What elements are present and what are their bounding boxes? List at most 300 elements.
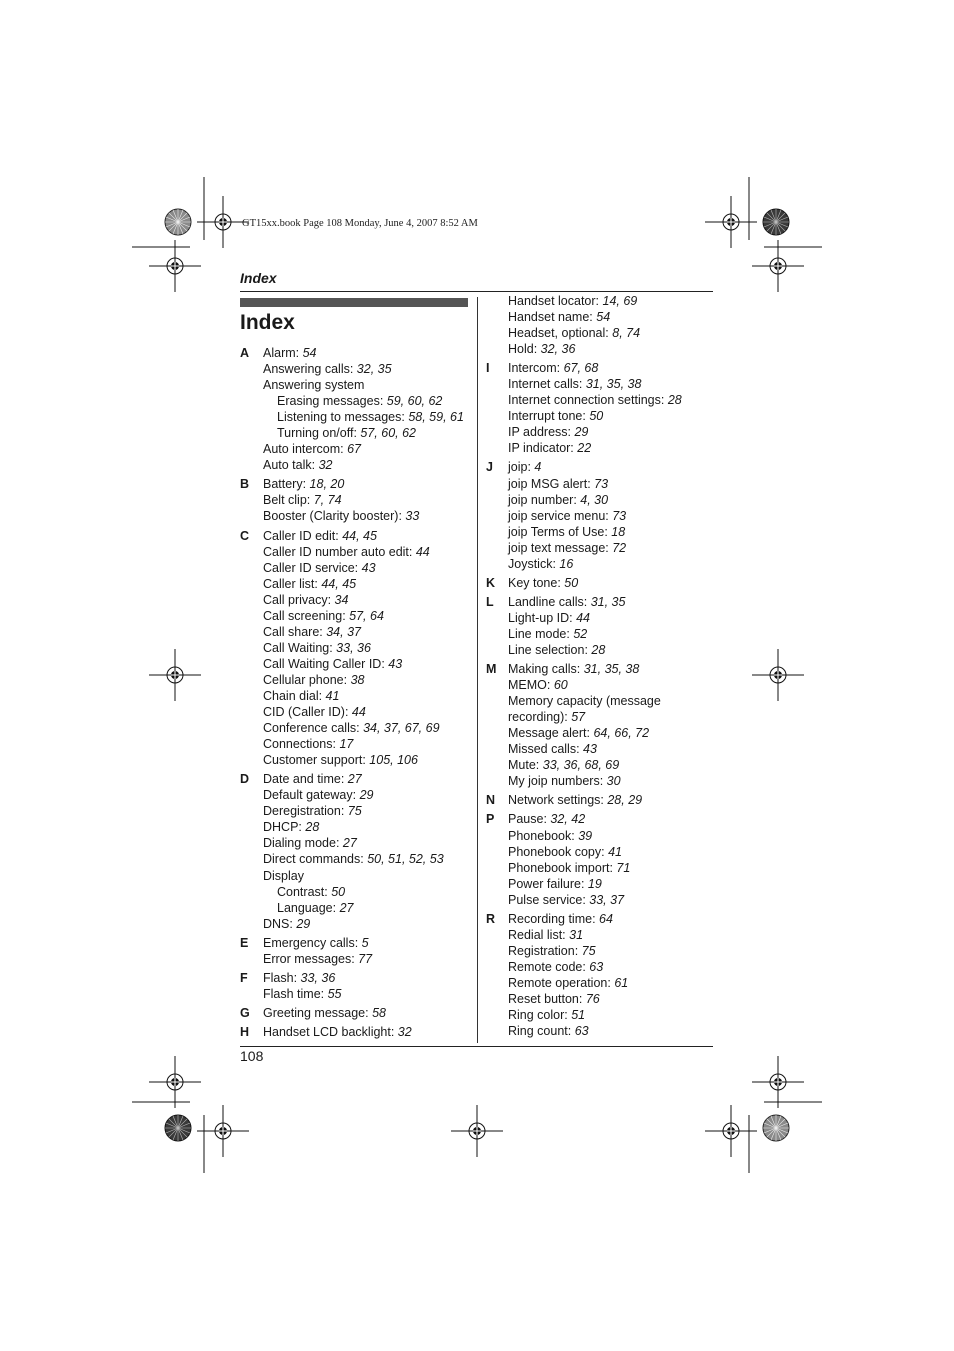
index-page-refs: 29 [359, 788, 374, 803]
index-term: Listening to messages: [277, 410, 409, 425]
index-term: Key tone: [508, 575, 565, 590]
index-page-refs: 33 [405, 509, 420, 524]
index-letter: A [240, 346, 250, 360]
index-page-refs: 33, 37 [589, 892, 625, 907]
index-entry [240, 771, 475, 787]
index-term: Phonebook: [508, 828, 579, 843]
index-entry [486, 594, 714, 610]
index-term: recording): [508, 710, 572, 725]
column-separator [477, 297, 478, 1043]
index-entry [240, 835, 475, 851]
index-page-refs: 75 [581, 943, 596, 958]
index-entry [240, 457, 475, 473]
index-term: Flash time: [263, 986, 328, 1001]
index-page-refs: 39 [578, 828, 593, 843]
footer-rule [240, 1046, 713, 1047]
index-term: MEMO: [508, 678, 554, 693]
page-title: Index [240, 311, 295, 334]
index-letter: H [240, 1024, 250, 1039]
index-entry [240, 787, 475, 803]
index-term: joip number: [508, 492, 581, 507]
index-page-refs: 54 [596, 310, 611, 325]
index-letter: N [486, 793, 496, 808]
index-entry [486, 975, 714, 991]
index-column-right [486, 293, 714, 1042]
index-entry [240, 752, 475, 768]
index-entry [240, 656, 475, 672]
index-page-refs: 55 [327, 986, 342, 1001]
index-term: Registration: [508, 943, 582, 958]
index-page-refs: 29 [574, 425, 589, 440]
index-page-refs: 33, 36, 68, 69 [542, 758, 620, 773]
index-term: Booster (Clarity booster): [263, 509, 406, 524]
index-term: Remote code: [508, 959, 590, 974]
index-letter: K [486, 575, 496, 590]
page-number: 108 [240, 1048, 264, 1064]
index-term: Caller list: [263, 576, 322, 591]
index-page-refs: 31, 35, 38 [583, 662, 640, 677]
index-page-refs: 33, 36 [336, 640, 371, 655]
index-term: joip text message: [508, 540, 613, 555]
index-entry [486, 610, 714, 626]
index-term: Remote operation: [508, 975, 615, 990]
index-term: joip Terms of Use: [508, 524, 612, 539]
index-letter: E [240, 935, 249, 950]
index-entry [486, 293, 714, 309]
index-page-refs: 44 [576, 610, 590, 625]
index-term: Intercom: [508, 361, 564, 376]
index-entry [486, 508, 714, 524]
index-entry [240, 986, 475, 1002]
index-entry [486, 524, 714, 540]
index-term: Line mode: [508, 626, 574, 641]
index-page-refs: 57, 60, 62 [360, 426, 416, 441]
index-entry [240, 441, 475, 457]
index-entry [240, 393, 475, 409]
index-page-refs: 44, 45 [342, 528, 377, 543]
index-entry [486, 927, 714, 943]
index-term: Conference calls: [263, 721, 364, 736]
index-entry [240, 951, 475, 967]
index-term: Internet connection settings: [508, 393, 668, 408]
index-entry [486, 360, 714, 376]
index-page-refs: 27 [347, 772, 362, 787]
index-page-refs: 22 [577, 441, 592, 456]
index-page-refs: 57, 64 [349, 608, 384, 623]
index-term: Call privacy: [263, 592, 335, 607]
index-letter: I [486, 361, 490, 376]
index-page-refs: 73 [594, 476, 609, 491]
index-entry [486, 376, 714, 392]
index-page-refs: 54 [302, 346, 317, 360]
index-page-refs: 63 [589, 959, 604, 974]
index-page-refs: 43 [583, 742, 597, 757]
index-group-f [240, 970, 475, 1002]
index-page-refs: 28 [591, 642, 606, 657]
index-entry [486, 959, 714, 975]
index-entry [486, 1023, 714, 1039]
index-page-refs: 72 [612, 540, 627, 555]
index-term: Phonebook copy: [508, 844, 609, 859]
index-term: Turning on/off: [277, 426, 361, 441]
index-group-n [486, 792, 714, 808]
index-term: Landline calls: [508, 594, 591, 609]
index-page-refs: 27 [342, 836, 357, 851]
index-group-r [486, 911, 714, 1039]
index-term: joip service menu: [508, 508, 613, 523]
index-term: Flash: [263, 970, 301, 985]
index-entry [486, 943, 714, 959]
index-page-refs: 76 [585, 991, 600, 1006]
index-letter: R [486, 911, 496, 926]
index-entry [486, 325, 714, 341]
index-entry [240, 704, 475, 720]
index-term: Chain dial: [263, 688, 326, 703]
index-entry [240, 528, 475, 544]
index-entry [240, 1005, 475, 1021]
index-term: Call Waiting: [263, 640, 337, 655]
index-entry [486, 741, 714, 757]
index-page-refs: 67 [347, 442, 361, 457]
index-term: Call screening: [263, 608, 350, 623]
index-entry [486, 876, 714, 892]
index-term: Recording time: [508, 911, 600, 926]
index-entry [240, 720, 475, 736]
index-page-refs: 7, 74 [313, 493, 342, 508]
index-page-refs: 58 [372, 1005, 386, 1020]
index-group-i [486, 360, 714, 456]
index-entry [240, 935, 475, 951]
index-page-refs: 44 [415, 544, 430, 559]
index-group-m [486, 661, 714, 789]
index-entry [240, 1024, 475, 1040]
index-page-refs: 27 [339, 900, 354, 915]
header-rule [240, 291, 713, 292]
index-term: Alarm: [263, 346, 303, 360]
index-letter: L [486, 594, 494, 609]
index-entry [486, 341, 714, 357]
index-page-refs: 32 [318, 458, 333, 473]
index-page-refs: 43 [388, 656, 403, 671]
index-group-c [240, 528, 475, 769]
index-entry [240, 868, 475, 884]
index-page-refs: 44 [351, 705, 366, 720]
index-entry [486, 575, 714, 591]
index-term: Memory capacity (message [508, 694, 661, 709]
index-entry [240, 970, 475, 986]
index-entry [486, 392, 714, 408]
index-term: Erasing messages: [277, 394, 387, 409]
index-term: Call Waiting Caller ID: [263, 656, 389, 671]
index-page-refs: 50 [331, 884, 346, 899]
index-page-refs: 41 [325, 688, 340, 703]
index-term: Language: [277, 900, 340, 915]
index-page-refs: 8, 74 [612, 326, 641, 341]
index-term: Answering calls: [263, 362, 357, 377]
index-term: Interrupt tone: [508, 409, 590, 424]
index-page-refs: 64 [599, 911, 613, 926]
index-column-left [240, 345, 475, 1043]
index-term: Cellular phone: [263, 672, 351, 687]
index-group-b [240, 476, 475, 524]
index-letter: F [240, 970, 248, 985]
index-entry [240, 819, 475, 835]
index-term: Ring count: [508, 1024, 575, 1039]
index-entry [240, 900, 475, 916]
index-page-refs: 50 [564, 575, 579, 590]
index-entry [486, 844, 714, 860]
index-entry [486, 476, 714, 492]
index-group-g [240, 1005, 475, 1021]
index-term: Power failure: [508, 876, 588, 891]
index-term: Pause: [508, 812, 551, 827]
index-page-refs: 77 [358, 951, 373, 966]
index-page-refs: 61 [614, 975, 629, 990]
index-term: Ring color: [508, 1008, 572, 1023]
index-entry [240, 851, 475, 867]
index-term: CID (Caller ID): [263, 705, 352, 720]
index-entry [486, 811, 714, 827]
index-entry [240, 624, 475, 640]
index-page-refs: 32, 42 [550, 812, 586, 827]
index-page-refs: 33, 36 [300, 970, 336, 985]
index-page-refs: 29 [296, 916, 311, 931]
index-page-refs: 34, 37, 67, 69 [363, 721, 440, 736]
index-entry [486, 424, 714, 440]
index-page-refs: 28 [305, 820, 320, 835]
index-term: Dialing mode: [263, 836, 343, 851]
index-term: Internet calls: [508, 377, 586, 392]
index-term: Line selection: [508, 642, 592, 657]
index-entry [486, 440, 714, 456]
index-entry [240, 409, 475, 425]
index-term: Call share: [263, 624, 327, 639]
index-page-refs: 43 [361, 560, 376, 575]
index-page-refs: 50 [589, 409, 604, 424]
index-term: Making calls: [508, 662, 584, 677]
index-page-refs: 60 [553, 678, 568, 693]
index-entry [240, 560, 475, 576]
index-entry [240, 345, 475, 361]
index-term: Reset button: [508, 991, 586, 1006]
index-page-refs: 51 [571, 1008, 586, 1023]
index-group-l [486, 594, 714, 658]
index-page-refs: 4, 30 [580, 492, 609, 507]
index-page-refs: 73 [612, 508, 627, 523]
index-entry [240, 672, 475, 688]
index-term: Answering system [263, 378, 365, 393]
index-term: IP indicator: [508, 441, 578, 456]
index-entry [240, 544, 475, 560]
index-term: Direct commands: [263, 852, 368, 867]
index-group-e [240, 935, 475, 967]
index-page-refs: 52 [573, 626, 588, 641]
index-page-refs: 75 [347, 804, 362, 819]
index-term: Greeting message: [263, 1005, 373, 1020]
index-term: Network settings: [508, 793, 608, 808]
index-term: Auto talk: [263, 458, 319, 473]
index-entry [240, 884, 475, 900]
index-entry [486, 725, 714, 741]
index-page-refs: 38 [350, 672, 365, 687]
index-term: Customer support: [263, 753, 370, 768]
index-term: Redial list: [508, 927, 570, 942]
index-group-d [240, 771, 475, 931]
index-entry [486, 892, 714, 908]
index-term: Deregistration: [263, 804, 348, 819]
index-page-refs: 31, 35 [590, 594, 626, 609]
index-page-refs: 67, 68 [563, 361, 599, 376]
index-page-refs: 41 [608, 844, 622, 859]
index-entry [486, 773, 714, 789]
index-term: joip: [508, 460, 535, 475]
index-page-refs: 32, 35 [356, 362, 392, 377]
index-term: Display [263, 868, 304, 883]
index-page-refs: 16 [559, 556, 574, 571]
index-term: joip MSG alert: [508, 476, 595, 491]
index-entry [486, 757, 714, 773]
index-page-refs: 30 [606, 774, 621, 789]
index-letter: C [240, 528, 250, 543]
index-page-refs: 58, 59, 61 [408, 410, 464, 425]
index-page-refs: 31 [569, 927, 584, 942]
index-entry [486, 860, 714, 876]
index-page-refs: 28, 29 [607, 793, 643, 808]
index-term: Error messages: [263, 951, 359, 966]
index-entry [240, 592, 475, 608]
index-page-refs: 18, 20 [309, 477, 345, 492]
index-entry [240, 361, 475, 377]
index-entry [486, 492, 714, 508]
index-page-refs: 34 [334, 592, 349, 607]
index-entry [240, 803, 475, 819]
index-entry [240, 640, 475, 656]
index-entry [486, 309, 714, 325]
index-term: Handset locator: [508, 294, 603, 308]
title-bar [240, 298, 468, 307]
index-page-refs: 28 [667, 393, 682, 408]
index-entry [486, 408, 714, 424]
index-page-refs: 63 [574, 1024, 589, 1039]
index-page-refs: 4 [534, 460, 542, 475]
index-page-refs: 34, 37 [326, 624, 361, 639]
index-term: Contrast: [277, 884, 332, 899]
index-entry [240, 425, 475, 441]
index-term: Message alert: [508, 726, 594, 741]
index-term: Light-up ID: [508, 610, 577, 625]
index-term: Caller ID edit: [263, 528, 343, 543]
index-term: My joip numbers: [508, 774, 607, 789]
index-entry [486, 693, 714, 709]
index-term: Battery: [263, 477, 310, 492]
index-entry [240, 916, 475, 932]
index-entry [240, 608, 475, 624]
index-group-p [486, 811, 714, 907]
index-term: Caller ID service: [263, 560, 362, 575]
index-entry [486, 709, 714, 725]
index-letter: G [240, 1005, 250, 1020]
index-page-refs: 50, 51, 52, 53 [367, 852, 444, 867]
index-term: Mute: [508, 758, 543, 773]
index-page-refs: 31, 35, 38 [585, 377, 642, 392]
index-entry [486, 661, 714, 677]
index-term: DNS: [263, 916, 297, 931]
index-page-refs: 32 [397, 1024, 412, 1039]
index-page-refs: 32, 36 [540, 342, 576, 357]
index-term: Phonebook import: [508, 860, 617, 875]
index-page-refs: 57 [571, 710, 586, 725]
index-entry [486, 540, 714, 556]
index-page-refs: 17 [339, 737, 354, 752]
index-entry [486, 991, 714, 1007]
index-entry [486, 556, 714, 572]
index-term: Date and time: [263, 772, 348, 787]
index-entry [486, 828, 714, 844]
index-letter: J [486, 460, 493, 475]
index-term: Handset LCD backlight: [263, 1024, 398, 1039]
index-entry [240, 377, 475, 393]
index-term: Caller ID number auto edit: [263, 544, 416, 559]
index-entry [486, 677, 714, 693]
index-term: Connections: [263, 737, 340, 752]
index-term: DHCP: [263, 820, 306, 835]
index-page-refs: 44, 45 [321, 576, 357, 591]
index-group-a [240, 345, 475, 473]
index-group-j [486, 459, 714, 571]
index-page-refs: 59, 60, 62 [386, 394, 443, 409]
index-term: Default gateway: [263, 788, 360, 803]
index-term: IP address: [508, 425, 575, 440]
index-entry [240, 492, 475, 508]
index-term: Belt clip: [263, 493, 314, 508]
index-entry [240, 688, 475, 704]
index-entry [486, 459, 714, 475]
index-entry [486, 1007, 714, 1023]
index-page-refs: 14, 69 [602, 294, 638, 308]
index-term: Hold: [508, 342, 541, 357]
index-term: Emergency calls: [263, 935, 362, 950]
index-entry [486, 911, 714, 927]
index-letter: B [240, 477, 250, 492]
index-page-refs: 64, 66, 72 [593, 726, 650, 741]
index-term: Missed calls: [508, 742, 584, 757]
index-entry [240, 508, 475, 524]
index-entry [240, 576, 475, 592]
index-entry [240, 476, 475, 492]
index-page-refs: 5 [361, 935, 369, 950]
index-page-refs: 19 [587, 876, 602, 891]
index-entry [486, 626, 714, 642]
index-term: Headset, optional: [508, 326, 613, 341]
index-entry [486, 792, 714, 808]
index-page-refs: 71 [616, 860, 631, 875]
index-page-refs: 18 [611, 524, 626, 539]
index-entry [240, 736, 475, 752]
index-group-h [240, 1024, 475, 1040]
index-term: Handset name: [508, 310, 597, 325]
index-letter: D [240, 772, 250, 787]
index-term: Joystick: [508, 556, 560, 571]
index-letter: M [486, 662, 497, 677]
print-slug: GT15xx.book Page 108 Monday, June 4, 2007 8:52 AM [242, 218, 478, 229]
index-term: Pulse service: [508, 892, 590, 907]
index-entry [486, 642, 714, 658]
index-page-refs: 105, 106 [369, 753, 418, 768]
running-head: Index [240, 270, 277, 286]
index-letter: P [486, 812, 495, 827]
index-term: Auto intercom: [263, 442, 348, 457]
index-group-k [486, 575, 714, 591]
